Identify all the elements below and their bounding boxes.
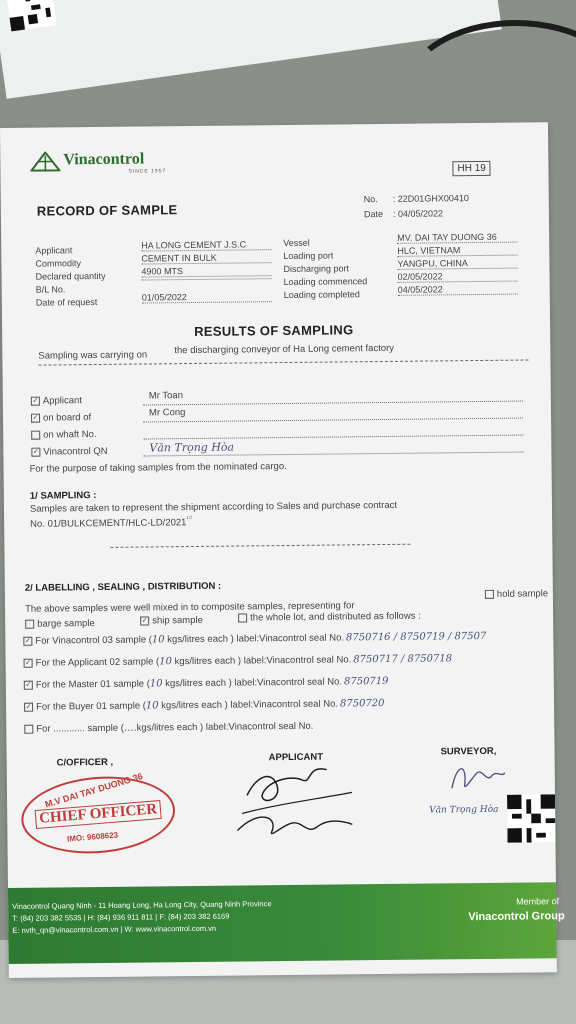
date-label: Date [363,208,383,220]
row-quantity: 10 [159,656,172,668]
whole-lot-checkbox[interactable] [238,613,247,622]
form-code: HH 19 [452,161,491,176]
row-text-end: kgs/litres each ) label:Vinacontrol seal No. [162,676,343,690]
company-since: SINCE 1957 [128,168,167,175]
field-value: 01/05/2022 [142,291,272,303]
seal-number: 8750720 [339,698,385,710]
ship-sample-option[interactable] [140,615,203,627]
no-label: No. [363,194,378,205]
hold-sample-checkbox[interactable] [485,590,494,599]
ship-sample-checkbox[interactable]: ✓ [141,617,148,625]
attendee-value: Văn Trọng Hòa [149,440,235,455]
surveyor-name: Văn Trọng Hòa [429,804,499,816]
field-value: YANGPU, CHINA [397,258,517,270]
divider [143,401,523,406]
field-value: HLC, VIETNAM [397,245,517,257]
field-label: Vessel [283,237,310,249]
qr-code-icon [5,0,57,32]
seal-number: 8750719 [343,675,389,688]
seal-number: 8750716 / 8750719 / 87507 [345,630,487,644]
field-label: Declared quantity [35,270,106,282]
sampling-line2 [30,515,192,530]
applicant-label: APPLICANT [268,751,324,764]
no-value: : 22D01GHX00410 [392,193,469,204]
row-quantity: 10 [145,700,159,712]
barge-sample-option[interactable] [25,618,95,630]
attendee-checkbox[interactable]: ✓ [32,414,39,422]
attendee-label: on whaft No. [43,429,97,441]
whole-lot-option[interactable] [238,611,421,624]
divider [143,435,523,440]
row-text-start: For the Applicant 02 sample ( [35,656,160,669]
labelling-intro: The above samples were well mixed in to composite samples, representing for [24,600,355,615]
whole-lot-label: the whole lot, and distributed as follows : [250,610,421,624]
barge-sample-checkbox[interactable] [25,620,34,629]
carrying-label: Sampling was carrying on [38,349,148,362]
attendee-option[interactable] [31,446,107,458]
footer-group: Vinacontrol Group [468,910,565,924]
contract-mark: ¹² [186,515,193,524]
field-label: Applicant [35,245,73,256]
field-value: 02/05/2022 [398,271,518,283]
row-quantity: .... [123,722,137,734]
company-name: Vinacontrol [63,150,145,169]
distribution-checkbox[interactable]: ✓ [25,681,32,689]
field-label: Date of request [35,296,98,308]
distribution-checkbox[interactable]: ✓ [24,637,31,645]
row-text-start: For the Master 01 sample ( [35,678,150,691]
hold-sample-label: hold sample [496,588,549,600]
seal-number: 8750717 / 8750718 [353,653,453,666]
field-label: Loading completed [283,289,360,301]
attendee-option[interactable] [31,429,96,441]
scale-logo-icon [30,151,60,171]
field-label: Loading port [283,250,334,262]
attendee-label: on board of [42,412,92,424]
attendee-label: Vinacontrol QN [43,445,108,458]
divider [143,418,523,423]
footer-band [8,882,565,964]
field-label: Commodity [35,258,81,269]
distribution-row[interactable] [24,721,315,735]
field-value: 04/05/2022 [398,284,518,296]
sampling-line1: Samples are taken to represent the shipment according to Sales and purchase contract [29,499,398,515]
row-text-start: For Vinacontrol 03 sample ( [35,634,152,647]
field-value: 4900 MTS [141,265,271,277]
qr-code-icon [507,794,556,843]
surveyor-signature [447,758,507,799]
field-value: HA LONG CEMENT J.S.C [141,239,271,251]
field-label: Discharging port [283,263,350,275]
results-heading: RESULTS OF SAMPLING [194,322,354,339]
field-value: MV. DAI TAY DUONG 36 [397,232,517,244]
row-text-end: kgs/litres each ) label:Vinacontrol seal No. [136,720,314,734]
date-value: : 04/05/2022 [392,208,444,219]
field-value [142,278,272,280]
page-title: RECORD OF SAMPLE [36,202,178,219]
row-quantity: 10 [151,634,165,646]
distribution-row[interactable] [24,698,385,713]
attendee-checkbox[interactable]: ✓ [32,448,39,456]
distribution-checkbox[interactable] [24,725,33,734]
stamp-imo: IMO: 9608623 [66,830,119,844]
labelling-heading: 2/ LABELLING , SEALING , DISTRIBUTION : [24,580,222,594]
divider [110,544,410,548]
applicant-signature [232,751,373,845]
distribution-row[interactable] [23,631,486,647]
hold-sample-option[interactable] [485,588,548,600]
distribution-row[interactable] [24,653,453,668]
row-text-end: kgs/litres each ) label:Vinacontrol seal No. [164,632,345,646]
barge-sample-label: barge sample [37,618,95,630]
attendee-checkbox[interactable] [31,431,40,440]
attendee-checkbox[interactable]: ✓ [32,397,39,405]
row-text-end: kgs/litres each ) label:Vinacontrol seal No. [171,654,352,668]
distribution-checkbox[interactable]: ✓ [25,703,32,711]
stamp-title: CHIEF OFFICER [35,800,162,829]
officer-label: C/OFFICER , [56,756,114,769]
row-text-end: kgs/litres each ) label:Vinacontrol seal No. [158,698,339,712]
row-text-start: For ............ sample ( [36,722,124,735]
chief-officer-stamp [18,771,178,859]
row-quantity: 10 [149,678,163,690]
field-value: CEMENT IN BULK [141,252,271,264]
purpose-text: For the purpose of taking samples from the nominated cargo. [29,461,287,475]
row-text-start: For the Buyer 01 sample ( [36,700,146,713]
footer-address: Vinacontrol Quang Ninh - 11 Hoang Long, Ha Long City, Quang Ninh Province [12,899,272,911]
attendee-value: Mr Cong [148,407,186,419]
distribution-checkbox[interactable]: ✓ [25,659,32,667]
contract-number: No. 01/BULKCEMENT/HLC-LD/2021 [30,517,187,530]
footer-member: Member of [516,896,560,907]
surveyor-label: SURVEYOR, [440,745,497,758]
attendee-label: Applicant [42,395,83,407]
record-of-sample-page [0,122,565,978]
attendee-option[interactable] [31,395,82,407]
ship-sample-label: ship sample [152,614,203,627]
attendee-option[interactable] [31,412,91,424]
footer-phones: T: (84) 203 382 5535 | H: (84) 936 911 811 | F: (84) 203 382 6169 [12,911,230,923]
sampling-heading: 1/ SAMPLING : [29,490,97,502]
attendee-value: Mr Toan [148,390,184,402]
field-label: Loading commenced [283,276,368,288]
footer-contact: E: nvth_qn@vinacontrol.com.vn | W: www.vinacontrol.com.vn [12,923,217,935]
carrying-value: the discharging conveyor of Ha Long cement factory [174,342,395,357]
field-label: B/L No. [35,284,66,295]
distribution-row[interactable] [24,676,389,691]
stamp-vessel: M.V DAI TAY DUONG 36 [43,771,144,810]
